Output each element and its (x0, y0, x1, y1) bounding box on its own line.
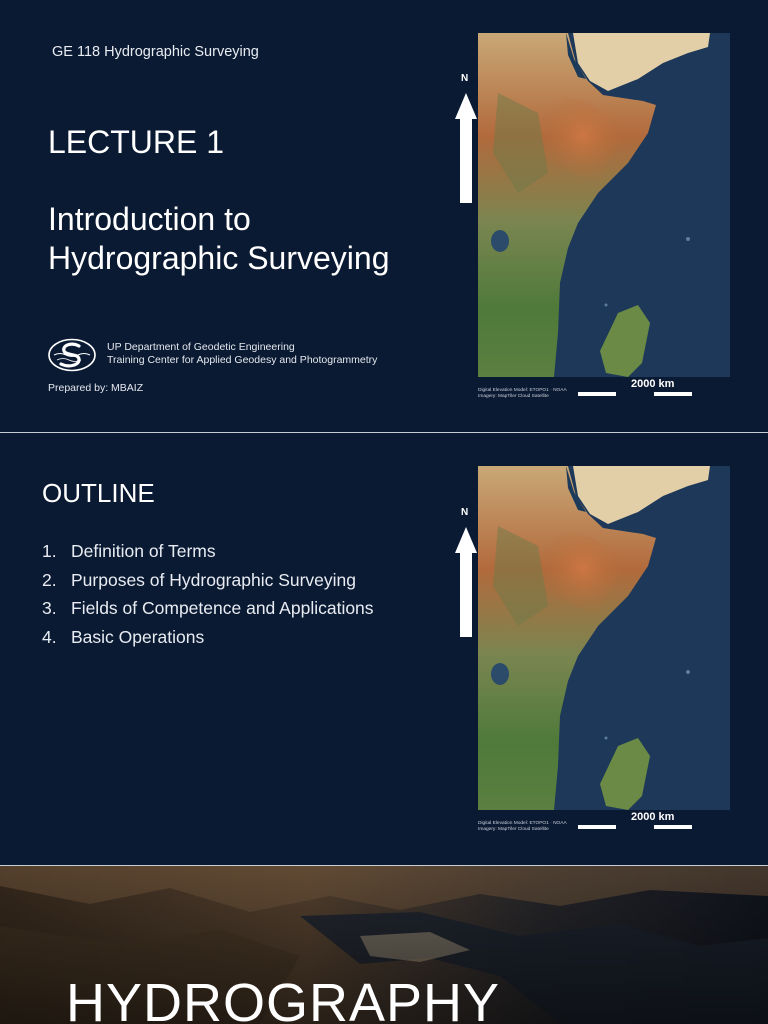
list-item-number: 3. (42, 598, 57, 619)
hydrography-slide (0, 866, 768, 1024)
prepared-by: Prepared by: MBAIZ (48, 382, 144, 394)
map-credit (478, 388, 567, 400)
north-label: N (461, 73, 469, 84)
list-item-label: Purposes of Hydrographic Surveying (71, 569, 357, 590)
map-credit-line-2: Imagery: MapTiler Cloud Satellite (478, 394, 549, 399)
list-item-number: 4. (42, 627, 57, 648)
outline-list (42, 538, 374, 653)
lecture-title-line-2: Hydrographic Surveying (48, 240, 390, 276)
list-item (42, 595, 374, 624)
north-arrow-icon (454, 507, 478, 637)
department-name: UP Department of Geodetic Engineering (107, 341, 295, 353)
scale-label: 2000 km (631, 811, 675, 823)
map-credit-line-1: Digital Elevation Model: ETOPO1 · NOAA (478, 388, 567, 393)
department-logo-icon (48, 338, 96, 372)
list-item-label: Fields of Competence and Applications (71, 598, 374, 619)
list-item-label: Basic Operations (71, 627, 205, 648)
list-item-number: 2. (42, 569, 57, 590)
north-label: N (461, 507, 469, 518)
map-credit-line-1: Digital Elevation Model: ETOPO1 · NOAA (478, 821, 567, 826)
hydrography-heading: HYDROGRAPHY (66, 973, 501, 1024)
scale-label: 2000 km (631, 378, 675, 390)
course-title: GE 118 Hydrographic Surveying (52, 44, 259, 60)
list-item (42, 538, 374, 567)
outline-heading: OUTLINE (42, 478, 155, 508)
list-item-label: Definition of Terms (71, 541, 216, 561)
scale-bar-icon (578, 825, 730, 829)
lecture-number: LECTURE 1 (48, 124, 225, 160)
list-item (42, 567, 374, 596)
lecture-title (48, 200, 390, 278)
satellite-map (478, 33, 730, 377)
satellite-map (478, 466, 730, 810)
scale-bar-icon (578, 392, 730, 396)
list-item (42, 624, 374, 653)
north-arrow-icon (454, 73, 478, 203)
list-item-number: 1. (42, 541, 57, 561)
title-slide (0, 0, 768, 432)
training-center-name: Training Center for Applied Geodesy and Photogrammetry (107, 354, 378, 366)
department-info (107, 341, 377, 367)
lecture-title-line-1: Introduction to (48, 201, 251, 237)
map-credit (478, 821, 567, 833)
map-credit-line-2: Imagery: MapTiler Cloud Satellite (478, 827, 549, 832)
